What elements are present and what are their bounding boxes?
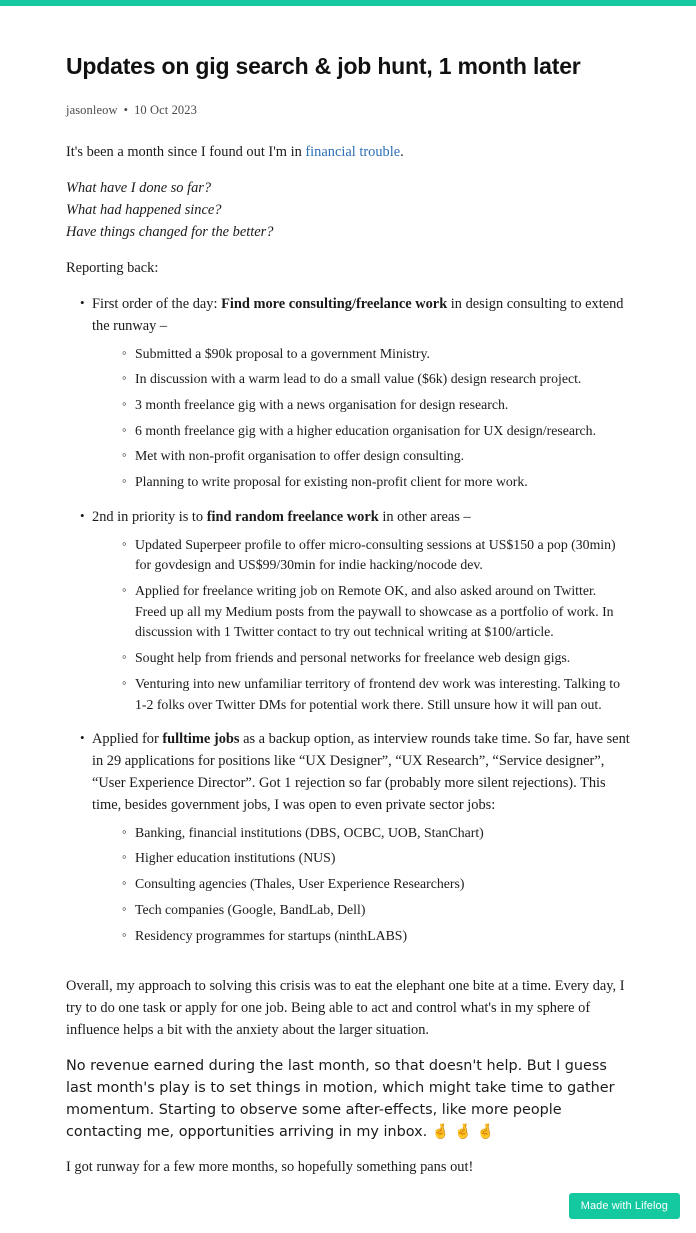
intro-text-suffix: .: [400, 144, 404, 161]
section-lead-prefix: 2nd in priority is to: [92, 508, 207, 525]
list-item: ◦ Consulting agencies (Thales, User Experience Researchers): [122, 874, 630, 895]
intro-paragraph: [66, 142, 630, 164]
list-item: ◦ Submitted a $90k proposal to a government Ministry.: [122, 344, 630, 365]
section-lead-bold: fulltime jobs: [162, 731, 240, 748]
author-name: jasonleow: [66, 103, 118, 118]
section-item: [80, 507, 630, 715]
question-2: What had happened since?: [66, 202, 222, 219]
section-lead-bold: find random freelance work: [206, 508, 379, 525]
closing-paragraph-3: I got runway for a few more months, so hopefully something pans out!: [66, 1159, 474, 1176]
intro-text-prefix: It's been a month since I found out I'm in: [66, 144, 306, 161]
list-item: ◦ Banking, financial institutions (DBS, OCBC, UOB, StanChart): [122, 823, 630, 844]
section-sublist: [92, 535, 630, 716]
list-item: ◦ Higher education institutions (NUS): [122, 848, 630, 869]
list-item: ◦ Updated Superpeer profile to offer micro-consulting sessions at US$150 a pop (30min) for govdesign and US$99/30min for indie hacking/nocode dev.: [122, 535, 630, 576]
section-sublist: [92, 344, 630, 493]
list-item: ◦ Met with non-profit organisation to offer design consulting.: [122, 446, 630, 467]
section-item: [80, 729, 630, 946]
section-lead-suffix: as a backup option, as interview rounds take time. So far, have sent in 29 applications for positions like “UX Designer”, “UX Research”, “Service designer”, “User Experience Director”. Got 1 rejection so far (probably more silent rejections). This time, besides government jobs, I was open to even private sector jobs:: [92, 731, 630, 813]
list-item: ◦ Venturing into new unfamiliar territory of frontend dev work was interesting. Talking to 1-2 folks over Twitter DMs for potential work there. Still unsure how it will pan out.: [122, 674, 630, 715]
article-page: [0, 6, 696, 1233]
question-1: What have I done so far?: [66, 180, 212, 197]
list-item: ◦ Planning to write proposal for existing non-profit client for more work.: [122, 472, 630, 493]
section-lead-prefix: Applied for: [92, 731, 163, 748]
section-item: [80, 294, 630, 493]
section-lead-prefix: First order of the day:: [92, 295, 222, 312]
section-lead-bold: Find more consulting/freelance work: [221, 295, 448, 312]
list-item: ◦ 6 month freelance gig with a higher education organisation for UX design/research.: [122, 421, 630, 442]
content-spacer: [66, 960, 630, 976]
reporting-back-text: Reporting back:: [66, 260, 159, 276]
section-lead-suffix: in other areas –: [378, 508, 471, 525]
page-title: Updates on gig search & job hunt, 1 month later: [66, 53, 581, 79]
question-3: Have things changed for the better?: [66, 224, 274, 241]
questions-block: [66, 178, 630, 244]
section-sublist: [92, 823, 630, 946]
article-meta: [66, 103, 630, 118]
list-item: ◦ Residency programmes for startups (ninthLABS): [122, 926, 630, 947]
closing-paragraph-2: No revenue earned during the last month, so that doesn't help. But I guess last month's play is to set things in motion, which might take time to gather momentum. Starting to observe some after-effects, like more people contacting me, opportunities arriving in my inbox. 🤞 🤞 🤞: [66, 1057, 615, 1140]
list-item: ◦ 3 month freelance gig with a news organisation for design research.: [122, 395, 630, 416]
sections-list: [66, 294, 630, 946]
list-item: ◦ Applied for freelance writing job on Remote OK, and also asked around on Twitter. Freed up all my Medium posts from the paywall to showcase as a portfolio of work. In discussion with 1 Twitter contact to try out technical writing at $100/article.: [122, 581, 630, 643]
meta-separator: •: [123, 103, 129, 118]
list-item: ◦ Sought help from friends and personal networks for freelance web design gigs.: [122, 648, 630, 669]
list-item: ◦ Tech companies (Google, BandLab, Dell): [122, 900, 630, 921]
publish-date: 10 Oct 2023: [134, 103, 197, 118]
closing-paragraph-1: Overall, my approach to solving this crisis was to eat the elephant one bite at a time. Every day, I try to do one task or apply for one job. Being able to act and control what's in my sphere of influence helps a bit with the anxiety about the larger situation.: [66, 978, 625, 1038]
closing-paragraphs: [66, 976, 630, 1179]
financial-trouble-link[interactable]: financial trouble: [305, 144, 401, 161]
made-with-lifelog-badge[interactable]: Made with Lifelog: [569, 1193, 680, 1219]
section-lead-suffix: in design consulting to extend the runway –: [92, 295, 624, 334]
list-item: ◦ In discussion with a warm lead to do a small value ($6k) design research project.: [122, 369, 630, 390]
